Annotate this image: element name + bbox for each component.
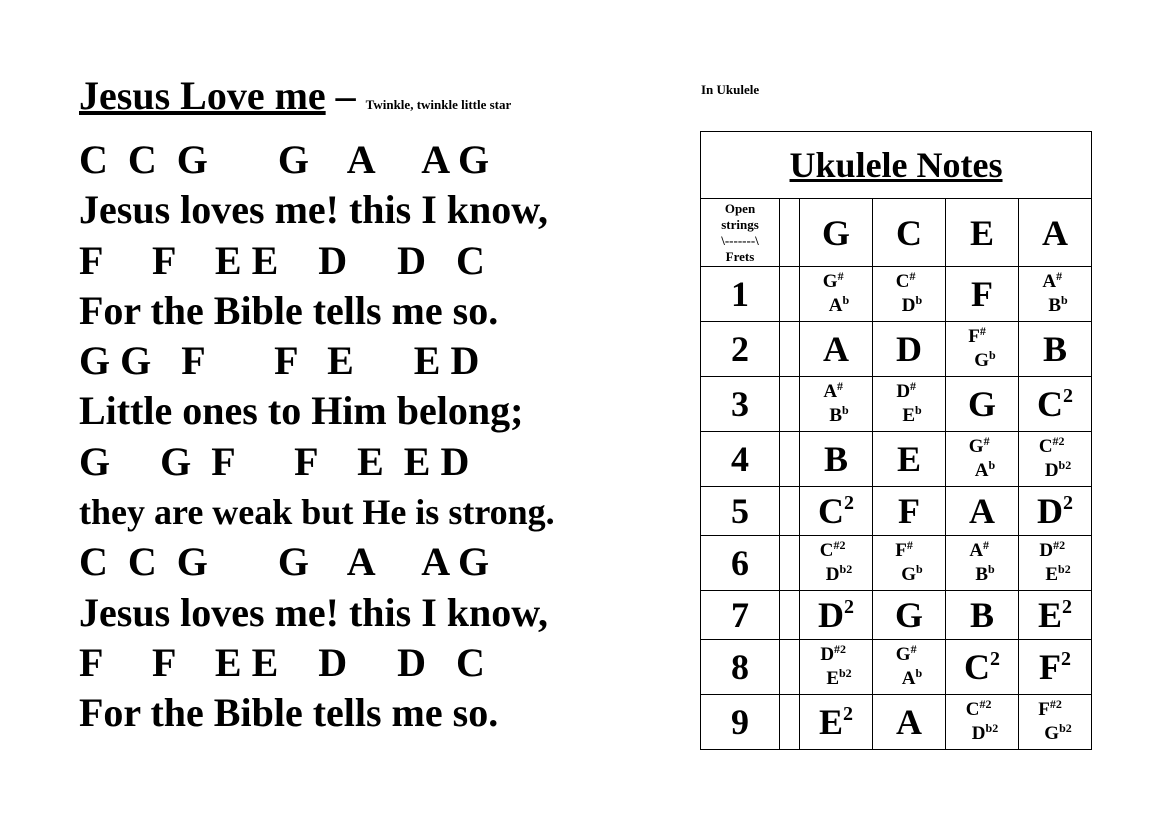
note-modifier: #2: [979, 697, 992, 711]
note-name: G: [967, 384, 996, 424]
string-e: E: [946, 199, 1019, 267]
lyric-line: they are weak but He is strong.: [79, 492, 555, 533]
note-name: D: [1037, 491, 1064, 531]
note-name: C: [819, 540, 834, 561]
title-dash: –: [325, 73, 366, 118]
note: [824, 439, 848, 479]
sharp-note: [820, 643, 851, 667]
note-name: B: [1048, 295, 1062, 316]
ukulele-caption: In Ukulele: [701, 82, 760, 97]
note-modifier: b: [988, 562, 995, 576]
note: [896, 329, 922, 369]
lyric-line: G G F F E E D: [79, 438, 470, 484]
note-cell: [800, 432, 873, 487]
enharmonic-pair: [896, 643, 922, 691]
sharp-note: [969, 539, 994, 563]
note-name: D: [896, 381, 911, 402]
song-title: [79, 72, 511, 120]
flat-note: [1039, 563, 1070, 587]
spacer-cell: [780, 322, 800, 377]
spacer-cell: [780, 487, 800, 536]
fret-row: [701, 322, 1092, 377]
fret-row: [701, 640, 1092, 695]
note-name: A: [969, 491, 995, 531]
note-modifier: #2: [833, 538, 846, 552]
note-name: A: [1042, 271, 1057, 292]
note: [969, 491, 995, 531]
note: [1039, 647, 1071, 687]
fret-row: [701, 377, 1092, 432]
fret-row: [701, 695, 1092, 750]
lyric-line: For the Bible tells me so.: [79, 287, 499, 333]
note: [818, 595, 854, 635]
note-modifier: #: [983, 538, 990, 552]
note-cell: [800, 322, 873, 377]
enharmonic-pair: [1038, 698, 1071, 746]
note-cell: [873, 487, 946, 536]
note-modifier: #: [910, 642, 917, 656]
flat-note: [823, 404, 848, 428]
open-label-line: strings: [721, 216, 759, 232]
note-cell: [800, 487, 873, 536]
sharp-note: [966, 698, 998, 722]
open-label-line: Frets: [725, 248, 755, 264]
note-modifier: b: [916, 562, 923, 576]
note-cell: [873, 640, 946, 695]
note-name: A: [969, 540, 984, 561]
note-name: D: [901, 295, 916, 316]
flat-note: [823, 294, 849, 318]
open-strings-row: [701, 199, 1092, 267]
note-cell: [873, 377, 946, 432]
note-name: D: [820, 644, 835, 665]
note-name: E: [818, 702, 843, 742]
flat-note: [1038, 722, 1071, 746]
note-cell: [873, 267, 946, 322]
sharp-note: [1038, 698, 1071, 722]
note-modifier: b2: [1059, 721, 1072, 735]
note-modifier: #: [909, 269, 916, 283]
note: [1038, 595, 1072, 635]
fret-row: [701, 432, 1092, 487]
note-cell: [1019, 536, 1092, 591]
note-modifier: b2: [985, 721, 999, 735]
fret-row: [701, 591, 1092, 640]
enharmonic-pair: [1039, 435, 1071, 483]
note: [1037, 384, 1073, 424]
note-modifier: b2: [1058, 458, 1072, 472]
note: [1037, 491, 1073, 531]
note-modifier: 2: [1062, 596, 1073, 618]
note-modifier: b: [915, 403, 922, 417]
lyric-line: C C G G A A G: [79, 137, 490, 182]
note-modifier: #: [837, 379, 844, 393]
note-name: C: [965, 699, 980, 720]
note-cell: [873, 536, 946, 591]
note: [1043, 329, 1067, 369]
note-name: F: [1038, 699, 1050, 720]
note-cell: [873, 322, 946, 377]
note-name: E: [1045, 564, 1059, 585]
flat-note: [895, 563, 922, 587]
lyric-line: C C G G A A G: [79, 539, 490, 585]
spacer-cell: [780, 695, 800, 750]
note-name: C: [895, 271, 910, 292]
note-modifier: b: [988, 458, 996, 472]
fret-number: 4: [701, 432, 780, 487]
note-cell: [946, 322, 1019, 377]
sharp-note: [896, 270, 922, 294]
note-name: D: [825, 564, 840, 585]
note-name: G: [822, 271, 838, 292]
note-modifier: #: [910, 379, 917, 393]
enharmonic-pair: [823, 380, 848, 428]
enharmonic-pair: [820, 643, 851, 691]
note-modifier: b: [989, 348, 996, 362]
note: [895, 595, 923, 635]
open-label-line: Open: [724, 200, 756, 216]
note-cell: [800, 267, 873, 322]
note-modifier: 2: [844, 492, 854, 514]
note: [968, 384, 996, 424]
note-cell: [946, 536, 1019, 591]
note-cell: [1019, 640, 1092, 695]
fret-number: 5: [701, 487, 780, 536]
fret-number: 9: [701, 695, 780, 750]
sharp-note: [1039, 539, 1070, 563]
note-modifier: #: [979, 324, 986, 338]
note-modifier: #2: [834, 642, 847, 656]
note: [819, 702, 853, 742]
note-name: G: [968, 436, 984, 457]
note-modifier: 2: [843, 703, 853, 725]
note-modifier: b: [842, 293, 850, 307]
note-name: A: [896, 702, 922, 742]
note: [818, 491, 854, 531]
note-name: A: [823, 329, 849, 369]
open-strings-label: [701, 199, 780, 267]
note-name: E: [826, 668, 839, 689]
note-name: D: [818, 595, 844, 635]
flat-note: [1042, 294, 1067, 318]
fret-number: 7: [701, 591, 780, 640]
note-name: A: [974, 460, 989, 481]
note-cell: [946, 432, 1019, 487]
note-name: F: [971, 274, 993, 314]
flat-note: [969, 563, 994, 587]
note-name: A: [901, 668, 916, 689]
note-modifier: b2: [839, 666, 852, 680]
note-name: G: [974, 350, 990, 371]
note-name: C: [1037, 384, 1064, 424]
note-name: E: [896, 439, 921, 479]
note: [970, 595, 994, 635]
note-modifier: b2: [1058, 562, 1071, 576]
note-cell: [946, 377, 1019, 432]
note-name: D: [1044, 460, 1059, 481]
sharp-note: [969, 435, 995, 459]
lyric-line: Little ones to Him belong;: [79, 388, 524, 434]
flat-note: [969, 459, 995, 483]
enharmonic-pair: [969, 539, 994, 587]
fret-row: [701, 267, 1092, 322]
note-cell: [1019, 695, 1092, 750]
spacer-cell: [780, 377, 800, 432]
open-label-line: \-------\: [721, 232, 759, 248]
note-name: C: [818, 491, 844, 531]
note-cell: [1019, 487, 1092, 536]
song-title-main: Jesus Love me: [79, 73, 326, 118]
note-modifier: #2: [1053, 538, 1066, 552]
sharp-note: [896, 643, 922, 667]
enharmonic-pair: [820, 539, 852, 587]
note-cell: [1019, 432, 1092, 487]
note-modifier: b: [915, 666, 923, 680]
fret-number: 6: [701, 536, 780, 591]
note-cell: [946, 487, 1019, 536]
note-name: B: [969, 595, 994, 635]
note-name: G: [894, 595, 923, 635]
note-modifier: b: [915, 293, 923, 307]
note-name: E: [902, 405, 915, 426]
string-g: G: [800, 199, 873, 267]
flat-note: [896, 667, 922, 691]
fret-row: [701, 487, 1092, 536]
note-name: E: [1038, 595, 1063, 635]
fret-number: 3: [701, 377, 780, 432]
note-name: B: [975, 564, 988, 585]
sharp-note: [968, 325, 995, 349]
fret-row: [701, 536, 1092, 591]
note-cell: [1019, 377, 1092, 432]
note-cell: [800, 536, 873, 591]
note-name: F: [1039, 647, 1062, 687]
note-cell: [946, 267, 1019, 322]
note-modifier: #2: [1049, 697, 1062, 711]
note-modifier: #: [837, 269, 844, 283]
sharp-note: [1039, 435, 1071, 459]
lyric-line: For the Bible tells me so.: [79, 690, 499, 736]
note-name: D: [1039, 540, 1054, 561]
note-cell: [873, 695, 946, 750]
note-modifier: 2: [990, 648, 1000, 670]
note-name: D: [971, 723, 986, 744]
note-name: B: [1043, 329, 1068, 369]
note-modifier: 2: [844, 596, 854, 618]
note-name: B: [823, 439, 848, 479]
note-cell: [873, 591, 946, 640]
enharmonic-pair: [1039, 539, 1070, 587]
note-name: A: [823, 381, 838, 402]
enharmonic-pair: [1042, 270, 1067, 318]
note-cell: [1019, 267, 1092, 322]
note: [971, 274, 993, 314]
enharmonic-pair: [895, 539, 922, 587]
sharp-note: [896, 380, 921, 404]
note-cell: [946, 695, 1019, 750]
note-name: F: [898, 491, 920, 531]
note-name: D: [896, 329, 922, 369]
note-name: C: [964, 647, 990, 687]
lyric-line: Jesus loves me! this I know,: [79, 187, 548, 233]
note: [896, 702, 922, 742]
spacer-cell: [780, 199, 800, 267]
note-cell: [800, 591, 873, 640]
note-name: G: [895, 644, 911, 665]
flat-note: [1039, 459, 1071, 483]
note-modifier: b2: [839, 562, 853, 576]
note-cell: [946, 640, 1019, 695]
note: [964, 647, 1000, 687]
note-cell: [800, 640, 873, 695]
fret-number: 2: [701, 322, 780, 377]
flat-note: [820, 563, 852, 587]
note-modifier: #2: [1052, 434, 1065, 448]
note-name: G: [901, 564, 917, 585]
sharp-note: [820, 539, 852, 563]
note-modifier: #: [906, 538, 913, 552]
enharmonic-pair: [968, 325, 995, 373]
note: [897, 439, 921, 479]
spacer-cell: [780, 591, 800, 640]
note-name: F: [895, 540, 907, 561]
string-c: C: [873, 199, 946, 267]
fret-number: 8: [701, 640, 780, 695]
spacer-cell: [780, 640, 800, 695]
note-cell: [1019, 591, 1092, 640]
note-modifier: 2: [1063, 492, 1074, 514]
note-cell: [1019, 322, 1092, 377]
flat-note: [896, 404, 921, 428]
spacer-cell: [780, 432, 800, 487]
note-name: G: [1044, 723, 1060, 744]
note-cell: [946, 591, 1019, 640]
sharp-note: [823, 270, 849, 294]
note-name: A: [828, 295, 843, 316]
note-name: C: [1038, 436, 1053, 457]
flat-note: [966, 722, 998, 746]
lyric-line: G G F F E E D: [79, 338, 480, 384]
lyric-line: Jesus loves me! this I know,: [79, 589, 548, 635]
spacer-cell: [780, 267, 800, 322]
ukulele-notes-table: [700, 131, 1092, 750]
enharmonic-pair: [823, 270, 849, 318]
note-cell: [800, 695, 873, 750]
enharmonic-pair: [969, 435, 995, 483]
note-cell: [800, 377, 873, 432]
sharp-note: [1042, 270, 1067, 294]
note-name: B: [829, 405, 842, 426]
note-modifier: 2: [1063, 385, 1074, 407]
sharp-note: [895, 539, 922, 563]
note-cell: [873, 432, 946, 487]
note: [898, 491, 920, 531]
note-modifier: #: [983, 434, 990, 448]
sharp-note: [823, 380, 848, 404]
note-modifier: b: [842, 403, 849, 417]
spacer-cell: [780, 536, 800, 591]
flat-note: [820, 667, 851, 691]
note: [823, 329, 849, 369]
enharmonic-pair: [896, 380, 921, 428]
note-modifier: b: [1061, 293, 1068, 307]
lyrics-block: [79, 135, 659, 739]
note-modifier: 2: [1061, 648, 1072, 670]
fret-number: 1: [701, 267, 780, 322]
flat-note: [896, 294, 922, 318]
table-title: Ukulele Notes: [701, 132, 1092, 199]
lyric-line: F F E E D D C: [79, 639, 485, 685]
enharmonic-pair: [966, 698, 998, 746]
lyric-line: F F E E D D C: [79, 237, 485, 283]
enharmonic-pair: [896, 270, 922, 318]
note-modifier: #: [1056, 269, 1063, 283]
flat-note: [968, 349, 995, 373]
note-name: F: [968, 326, 980, 347]
string-a: A: [1019, 199, 1092, 267]
song-subtitle: Twinkle, twinkle little star: [365, 97, 512, 112]
